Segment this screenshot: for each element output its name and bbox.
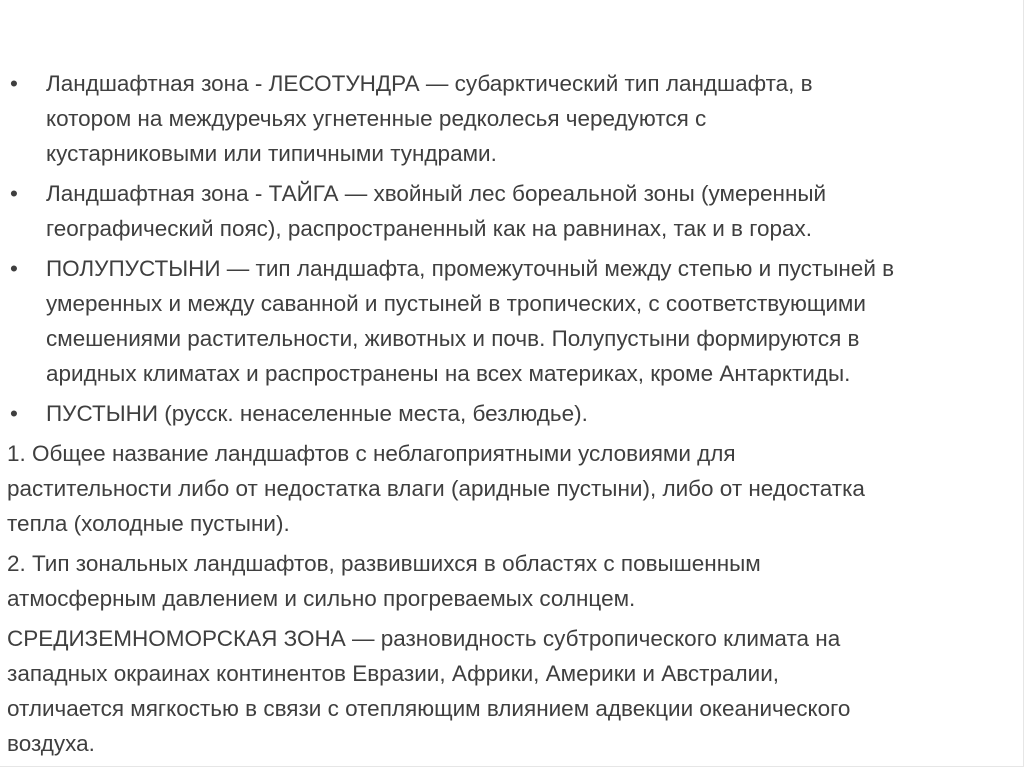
bullet-item-taiga — [0, 176, 1010, 246]
text-line: воздуха. — [7, 731, 95, 756]
bullet-marker: • — [10, 256, 18, 281]
text-line: ПОЛУПУСТЫНИ — тип ландшафта, промежуточный между степью и пустыней в — [46, 256, 895, 281]
text-line: тепла (холодные пустыни). — [7, 511, 290, 536]
bullet-item-semi-desert — [0, 251, 1010, 391]
text-line: кустарниковыми или типичными тундрами. — [46, 141, 497, 166]
text-line: 2. Тип зональных ландшафтов, развившихся в областях с повышенным — [7, 551, 761, 576]
paragraph-mediterranean-zone — [0, 621, 1010, 761]
bullet-marker: • — [10, 401, 18, 426]
text-line: отличается мягкостью в связи с отепляющим влиянием адвекции океанического — [7, 696, 851, 721]
text-line: западных окраинах континентов Евразии, Африки, Америки и Австралии, — [7, 661, 780, 686]
text-line: Ландшафтная зона - ЛЕСОТУНДРА — субарктический тип ландшафта, в — [46, 71, 813, 96]
text-line: аридных климатах и распространены на всех материках, кроме Антарктиды. — [46, 361, 851, 386]
slide-body — [0, 66, 1010, 766]
bullet-item-desert — [0, 396, 1010, 431]
bullet-marker: • — [10, 71, 18, 96]
text-line: смешениями растительности, животных и почв. Полупустыни формируются в — [46, 326, 860, 351]
text-line: атмосферным давлением и сильно прогреваемых солнцем. — [7, 586, 636, 611]
text-line: ПУСТЫНИ (русск. ненаселенные места, безлюдье). — [46, 401, 588, 426]
text-line: географический пояс), распространенный как на равнинах, так и в горах. — [46, 216, 812, 241]
paragraph-desert-definition-1 — [0, 436, 1010, 541]
bullet-item-forest-tundra — [0, 66, 1010, 171]
text-line: Ландшафтная зона - ТАЙГА — хвойный лес бореальной зоны (умеренный — [46, 181, 827, 206]
bullet-marker: • — [10, 181, 18, 206]
text-line: котором на междуречьях угнетенные редколесья чередуются с — [46, 106, 707, 131]
text-line: СРЕДИЗЕМНОМОРСКАЯ ЗОНА — разновидность субтропического климата на — [7, 626, 841, 651]
text-line: растительности либо от недостатка влаги (аридные пустыни), либо от недостатка — [7, 476, 865, 501]
text-line: умеренных и между саванной и пустыней в тропических, с соответствующими — [46, 291, 866, 316]
text-line: 1. Общее название ландшафтов с неблагоприятными условиями для — [7, 441, 736, 466]
paragraph-desert-definition-2 — [0, 546, 1010, 616]
bullet-list — [0, 66, 1010, 431]
